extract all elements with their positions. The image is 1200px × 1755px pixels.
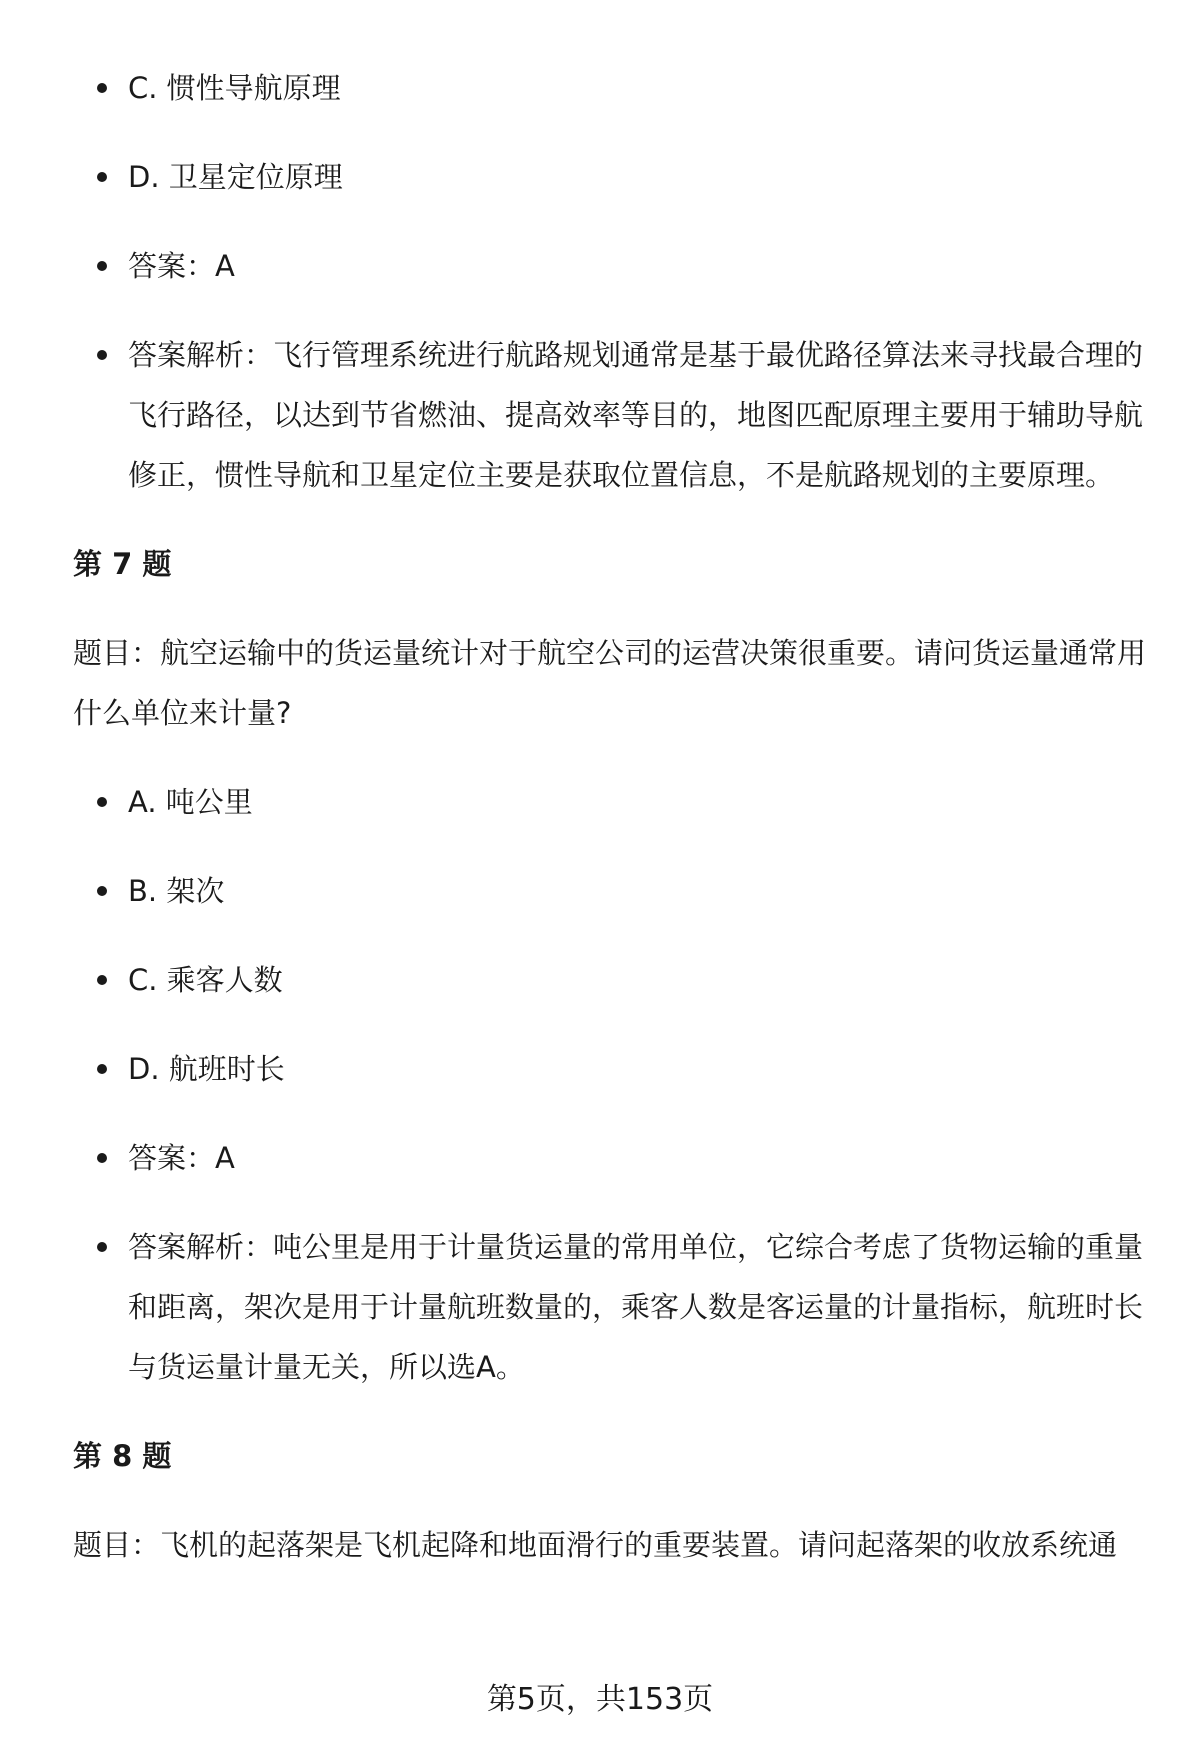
bullet-icon bbox=[97, 261, 107, 271]
list-item bbox=[73, 58, 1148, 118]
question-8-text: 题目：飞机的起落架是飞机起降和地面滑行的重要装置。请问起落架的收放系统通 bbox=[73, 1528, 1118, 1562]
list-item bbox=[73, 325, 1148, 505]
explanation-text: 答案解析：飞行管理系统进行航路规划通常是基于最优路径算法来寻找最合理的飞行路径，以达到节省燃油、提高效率等目的，地图匹配原理主要用于辅助导航修正，惯性导航和卫星定位主要是获取位置信息，不是航路规划的主要原理。 bbox=[128, 338, 1144, 492]
q6-remaining-list bbox=[73, 58, 1148, 505]
bullet-icon bbox=[97, 172, 107, 182]
bullet-icon bbox=[97, 1064, 107, 1074]
explanation-text: 答案解析：吨公里是用于计量货运量的常用单位，它综合考虑了货物运输的重量和距离，架次是用于计量航班数量的，乘客人数是客运量的计量指标，航班时长与货运量计量无关，所以选A。 bbox=[128, 1230, 1144, 1384]
q7-options-list bbox=[73, 772, 1148, 1397]
list-item bbox=[73, 861, 1148, 921]
question-8-heading: 第 8 题 bbox=[73, 1439, 172, 1473]
page-footer: 第5页，共153页 bbox=[486, 1682, 714, 1717]
option-b-text: B. 架次 bbox=[128, 874, 225, 908]
list-item bbox=[73, 147, 1148, 207]
bullet-icon bbox=[97, 350, 107, 360]
bullet-icon bbox=[97, 1153, 107, 1163]
list-item bbox=[73, 1217, 1148, 1397]
option-c-text: C. 乘客人数 bbox=[128, 963, 283, 997]
list-item bbox=[73, 1039, 1148, 1099]
page-content bbox=[73, 58, 1148, 1604]
answer-text: 答案：A bbox=[128, 1141, 235, 1175]
question-7-text: 题目：航空运输中的货运量统计对于航空公司的运营决策很重要。请问货运量通常用什么单位来计量? bbox=[73, 636, 1147, 730]
list-item bbox=[73, 1128, 1148, 1188]
question-7-heading: 第 7 题 bbox=[73, 547, 172, 581]
bullet-icon bbox=[97, 83, 107, 93]
option-c-text: C. 惯性导航原理 bbox=[128, 71, 341, 105]
bullet-icon bbox=[97, 1242, 107, 1252]
list-item bbox=[73, 950, 1148, 1010]
option-a-text: A. 吨公里 bbox=[128, 785, 253, 819]
bullet-icon bbox=[97, 797, 107, 807]
option-d-text: D. 卫星定位原理 bbox=[128, 160, 343, 194]
list-item bbox=[73, 236, 1148, 296]
bullet-icon bbox=[97, 975, 107, 985]
list-item bbox=[73, 772, 1148, 832]
answer-text: 答案：A bbox=[128, 249, 235, 283]
bullet-icon bbox=[97, 886, 107, 896]
option-d-text: D. 航班时长 bbox=[128, 1052, 285, 1086]
